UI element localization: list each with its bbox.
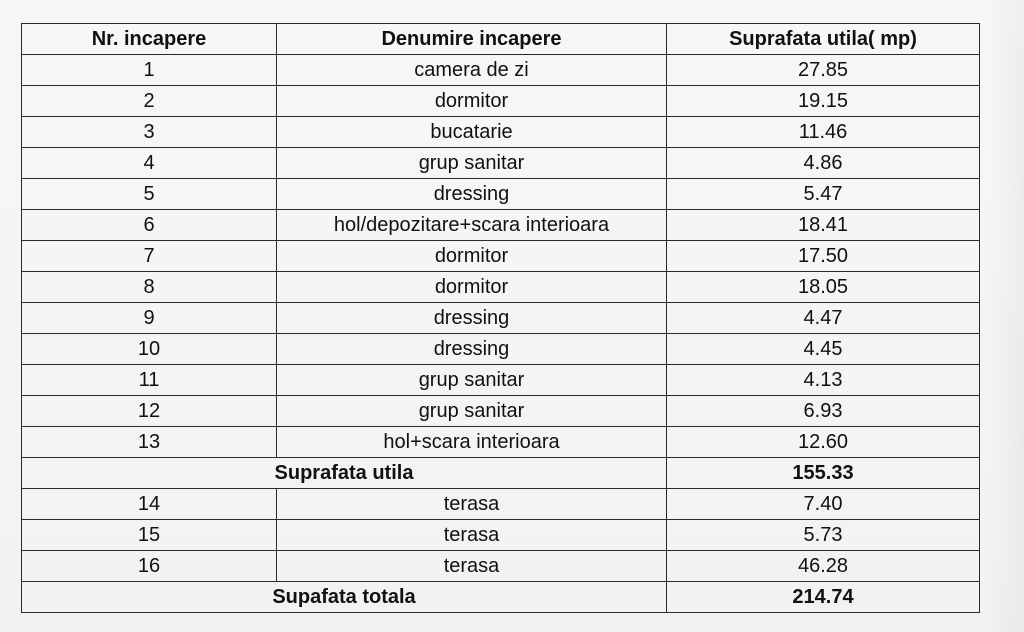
table-row — [22, 179, 980, 210]
table-row — [22, 148, 980, 179]
room-number: 3 — [22, 117, 277, 148]
room-number: 8 — [22, 272, 277, 303]
room-number: 15 — [22, 520, 277, 551]
room-number: 1 — [22, 55, 277, 86]
total-label: Supafata totala — [22, 582, 667, 613]
room-area: 18.41 — [667, 210, 980, 241]
room-number: 13 — [22, 427, 277, 458]
header-room-number: Nr. incapere — [22, 24, 277, 55]
table-row — [22, 241, 980, 272]
table-row — [22, 427, 980, 458]
table-header-row — [22, 24, 980, 55]
header-usable-area: Suprafata utila( mp) — [667, 24, 980, 55]
room-area: 11.46 — [667, 117, 980, 148]
room-name: dormitor — [277, 272, 667, 303]
room-area: 17.50 — [667, 241, 980, 272]
room-area: 46.28 — [667, 551, 980, 582]
room-name: hol+scara interioara — [277, 427, 667, 458]
table-row — [22, 520, 980, 551]
room-number: 12 — [22, 396, 277, 427]
room-area: 12.60 — [667, 427, 980, 458]
table-row — [22, 303, 980, 334]
room-number: 16 — [22, 551, 277, 582]
room-name: bucatarie — [277, 117, 667, 148]
room-number: 5 — [22, 179, 277, 210]
room-area: 4.13 — [667, 365, 980, 396]
room-number: 11 — [22, 365, 277, 396]
room-area: 5.47 — [667, 179, 980, 210]
room-area: 19.15 — [667, 86, 980, 117]
room-area: 7.40 — [667, 489, 980, 520]
room-name: dormitor — [277, 86, 667, 117]
room-number: 7 — [22, 241, 277, 272]
room-area: 6.93 — [667, 396, 980, 427]
total-row — [22, 582, 980, 613]
scan-shadow-edge — [988, 0, 1024, 632]
room-number: 2 — [22, 86, 277, 117]
room-name: dressing — [277, 179, 667, 210]
subtotal-value: 155.33 — [667, 458, 980, 489]
room-name: terasa — [277, 551, 667, 582]
room-name: dormitor — [277, 241, 667, 272]
room-name: terasa — [277, 489, 667, 520]
table-row — [22, 334, 980, 365]
room-area: 18.05 — [667, 272, 980, 303]
table-row — [22, 551, 980, 582]
room-name: hol/depozitare+scara interioara — [277, 210, 667, 241]
room-area: 4.86 — [667, 148, 980, 179]
table-row — [22, 272, 980, 303]
table-row — [22, 489, 980, 520]
room-area: 4.45 — [667, 334, 980, 365]
table-row — [22, 396, 980, 427]
room-number: 14 — [22, 489, 277, 520]
table-row — [22, 55, 980, 86]
header-room-name: Denumire incapere — [277, 24, 667, 55]
room-number: 9 — [22, 303, 277, 334]
room-number: 6 — [22, 210, 277, 241]
room-name: dressing — [277, 303, 667, 334]
table-row — [22, 210, 980, 241]
room-area: 5.73 — [667, 520, 980, 551]
table-row — [22, 86, 980, 117]
subtotal-row — [22, 458, 980, 489]
room-number: 4 — [22, 148, 277, 179]
room-name: grup sanitar — [277, 365, 667, 396]
table-row — [22, 117, 980, 148]
room-area: 27.85 — [667, 55, 980, 86]
room-area-table — [21, 23, 980, 613]
room-name: grup sanitar — [277, 396, 667, 427]
room-number: 10 — [22, 334, 277, 365]
room-name: grup sanitar — [277, 148, 667, 179]
table-row — [22, 365, 980, 396]
room-name: camera de zi — [277, 55, 667, 86]
room-area: 4.47 — [667, 303, 980, 334]
room-name: dressing — [277, 334, 667, 365]
room-name: terasa — [277, 520, 667, 551]
subtotal-label: Suprafata utila — [22, 458, 667, 489]
total-value: 214.74 — [667, 582, 980, 613]
